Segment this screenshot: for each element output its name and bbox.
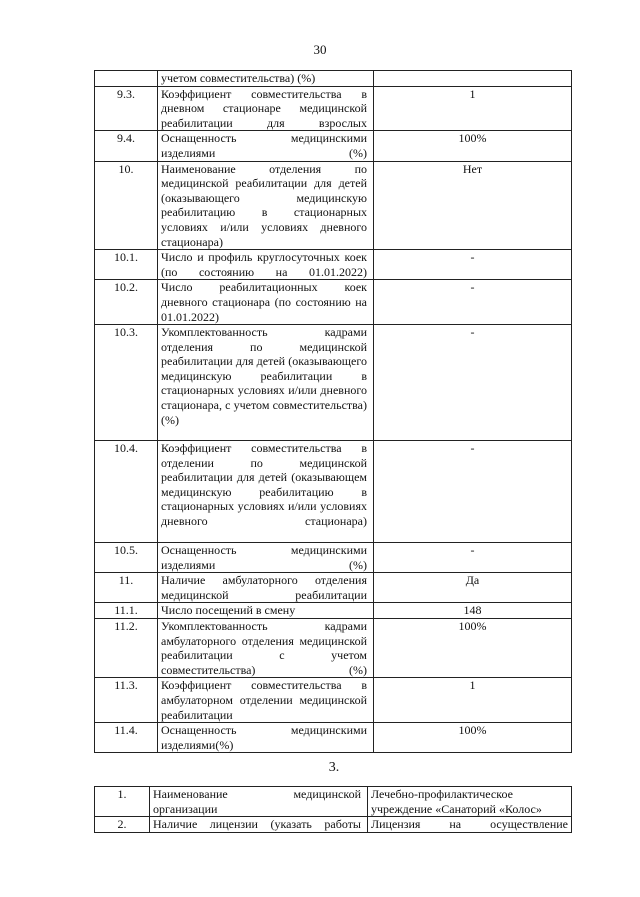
row-value: - [374,250,572,280]
row-number: 10.1. [95,250,158,280]
row-number: 1. [95,787,150,817]
table-row [95,619,572,678]
row-number: 11. [95,573,158,603]
row-name: Укомплектованность кадрами отделения по медицинской реабилитации для детей (оказывающего медицинскую реабилитации в стационарных условиях и/или дневного стационара, с учетом совместительства) (%) [158,325,374,441]
row-name: Число реабилитационных коек дневного стационара (по состоянию на 01.01.2022) [158,280,374,325]
table-row [95,787,572,817]
row-name: Оснащенность медицинскими изделиями(%) [158,723,374,753]
row-name: Наличие лицензии (указать работы [150,817,368,833]
row-number: 10. [95,161,158,250]
table-row [95,250,572,280]
table-row [95,71,572,87]
section-number: 3. [328,760,340,775]
indicators-table [94,70,572,753]
row-value: 1 [374,678,572,723]
row-name: Наименование отделения по медицинской реабилитации для детей (оказывающего медицинскую реабилитацию в стационарных условиях и/или условиях дневного стационара) [158,161,374,250]
table-row [95,280,572,325]
row-value: - [374,441,572,543]
row-value: Нет [374,161,572,250]
table-row [95,325,572,441]
row-number: 10.3. [95,325,158,441]
row-value: Да [374,573,572,603]
row-name: Коэффициент совместительства в амбулаторном отделении медицинской реабилитации [158,678,374,723]
row-value: 100% [374,131,572,161]
row-number: 9.4. [95,131,158,161]
row-value: 100% [374,723,572,753]
row-name: Наименование медицинской организации [150,787,368,817]
row-number: 11.4. [95,723,158,753]
table-row [95,817,572,833]
row-value: Лечебно-профилактическое учреждение «Санаторий «Колос» [368,787,572,817]
row-name: Оснащенность медицинскими изделиями (%) [158,131,374,161]
row-value: - [374,280,572,325]
row-value: Лицензия на осуществление [368,817,572,833]
table-row [95,543,572,573]
row-number: 2. [95,817,150,833]
row-name: Число посещений в смену [158,603,374,619]
row-name: учетом совместительства) (%) [158,71,374,87]
table-row [95,573,572,603]
row-name: Коэффициент совместительства в дневном стационаре медицинской реабилитации для взрослых [158,86,374,131]
row-number: 10.2. [95,280,158,325]
row-value: 1 [374,86,572,131]
row-value: - [374,543,572,573]
row-number: 11.2. [95,619,158,678]
row-number [95,71,158,87]
row-value [374,71,572,87]
row-name: Коэффициент совместительства в отделении по медицинской реабилитации для детей (оказывающем медицинскую реабилитацию в стационарных условиях и/или условиях дневного стационара) [158,441,374,543]
row-name: Укомплектованность кадрами амбулаторного отделения медицинской реабилитации с учетом совместительства) (%) [158,619,374,678]
table-row [95,161,572,250]
row-number: 10.4. [95,441,158,543]
row-name: Оснащенность медицинскими изделиями (%) [158,543,374,573]
row-value: - [374,325,572,441]
table-row [95,723,572,753]
page-number: 30 [313,42,327,57]
table-row [95,441,572,543]
row-number: 9.3. [95,86,158,131]
organization-table [94,786,572,833]
table-row [95,678,572,723]
row-number: 11.3. [95,678,158,723]
table-row [95,86,572,131]
row-value: 100% [374,619,572,678]
table-row [95,603,572,619]
row-number: 11.1. [95,603,158,619]
row-number: 10.5. [95,543,158,573]
row-value: 148 [374,603,572,619]
table-row [95,131,572,161]
row-name: Наличие амбулаторного отделения медицинской реабилитации [158,573,374,603]
row-name: Число и профиль круглосуточных коек (по состоянию на 01.01.2022) [158,250,374,280]
